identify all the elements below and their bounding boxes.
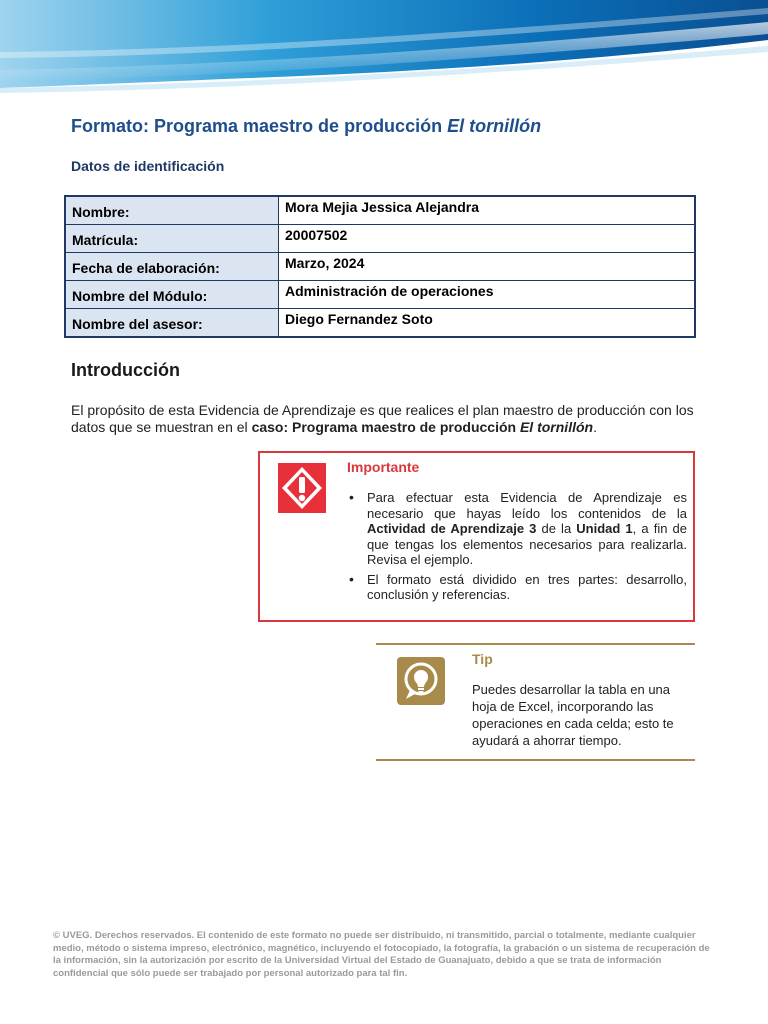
field-label: Matrícula: [65,225,279,253]
section-subtitle: Datos de identificación [71,158,225,174]
field-value: Mora Mejia Jessica Alejandra [279,196,696,225]
intro-paragraph: El propósito de esta Evidencia de Aprendizaje es que realices el plan maestro de producción con los datos que se muestran en el caso: Programa maestro de producción El tornillón. [71,402,694,435]
table-row [65,253,695,281]
tip-title: Tip [472,651,493,667]
field-label: Nombre: [65,196,279,225]
lightbulb-icon [397,657,445,705]
list-item: • El formato está dividido en tres partes: desarrollo, conclusión y referencias. [347,572,687,603]
warning-icon [278,463,326,513]
field-value: Diego Fernandez Soto [279,309,696,338]
field-label: Nombre del asesor: [65,309,279,338]
copyright-footer: © UVEG. Derechos reservados. El contenido de este formato no puede ser distribuido, ni transmitido, parcial o totalmente, mediante cualquier medio, método o sistema impreso, electrónico, magnético, incluyendo el fotocopiado, la fotografía, la grabación o un sistema de recuperación de la información, sin la autorización por escrito de la Universidad Virtual del Estado de Guanajuato, debido a que se trata de información confidencial que sólo puede ser trabajado por personal autorizado para tal fin. [53,930,710,979]
intro-heading: Introducción [71,360,180,380]
table-row [65,281,695,309]
field-value: Marzo, 2024 [279,253,696,281]
header-banner [0,0,768,96]
field-value: 20007502 [279,225,696,253]
field-label: Fecha de elaboración: [65,253,279,281]
important-title: Importante [347,459,420,475]
field-value: Administración de operaciones [279,281,696,309]
important-box [258,451,695,622]
table-row [65,196,695,225]
list-item: • Para efectuar esta Evidencia de Aprendizaje es necesario que hayas leído los contenidos de la Actividad de Aprendizaje 3 de la Unidad 1, a fin de que tengas los elementos necesarios para realizarla. Revisa el ejemplo. [347,490,687,568]
table-row [65,225,695,253]
table-row [65,309,695,338]
tip-box [376,643,695,761]
tip-text: Puedes desarrollar la tabla en una hoja de Excel, incorporando las operaciones en cada celda; esto te ayudará a ahorrar tiempo. [472,682,674,748]
identification-table [64,195,696,338]
page-title: Formato: Programa maestro de producción El tornillón [71,116,542,136]
important-list [347,490,687,607]
field-label: Nombre del Módulo: [65,281,279,309]
